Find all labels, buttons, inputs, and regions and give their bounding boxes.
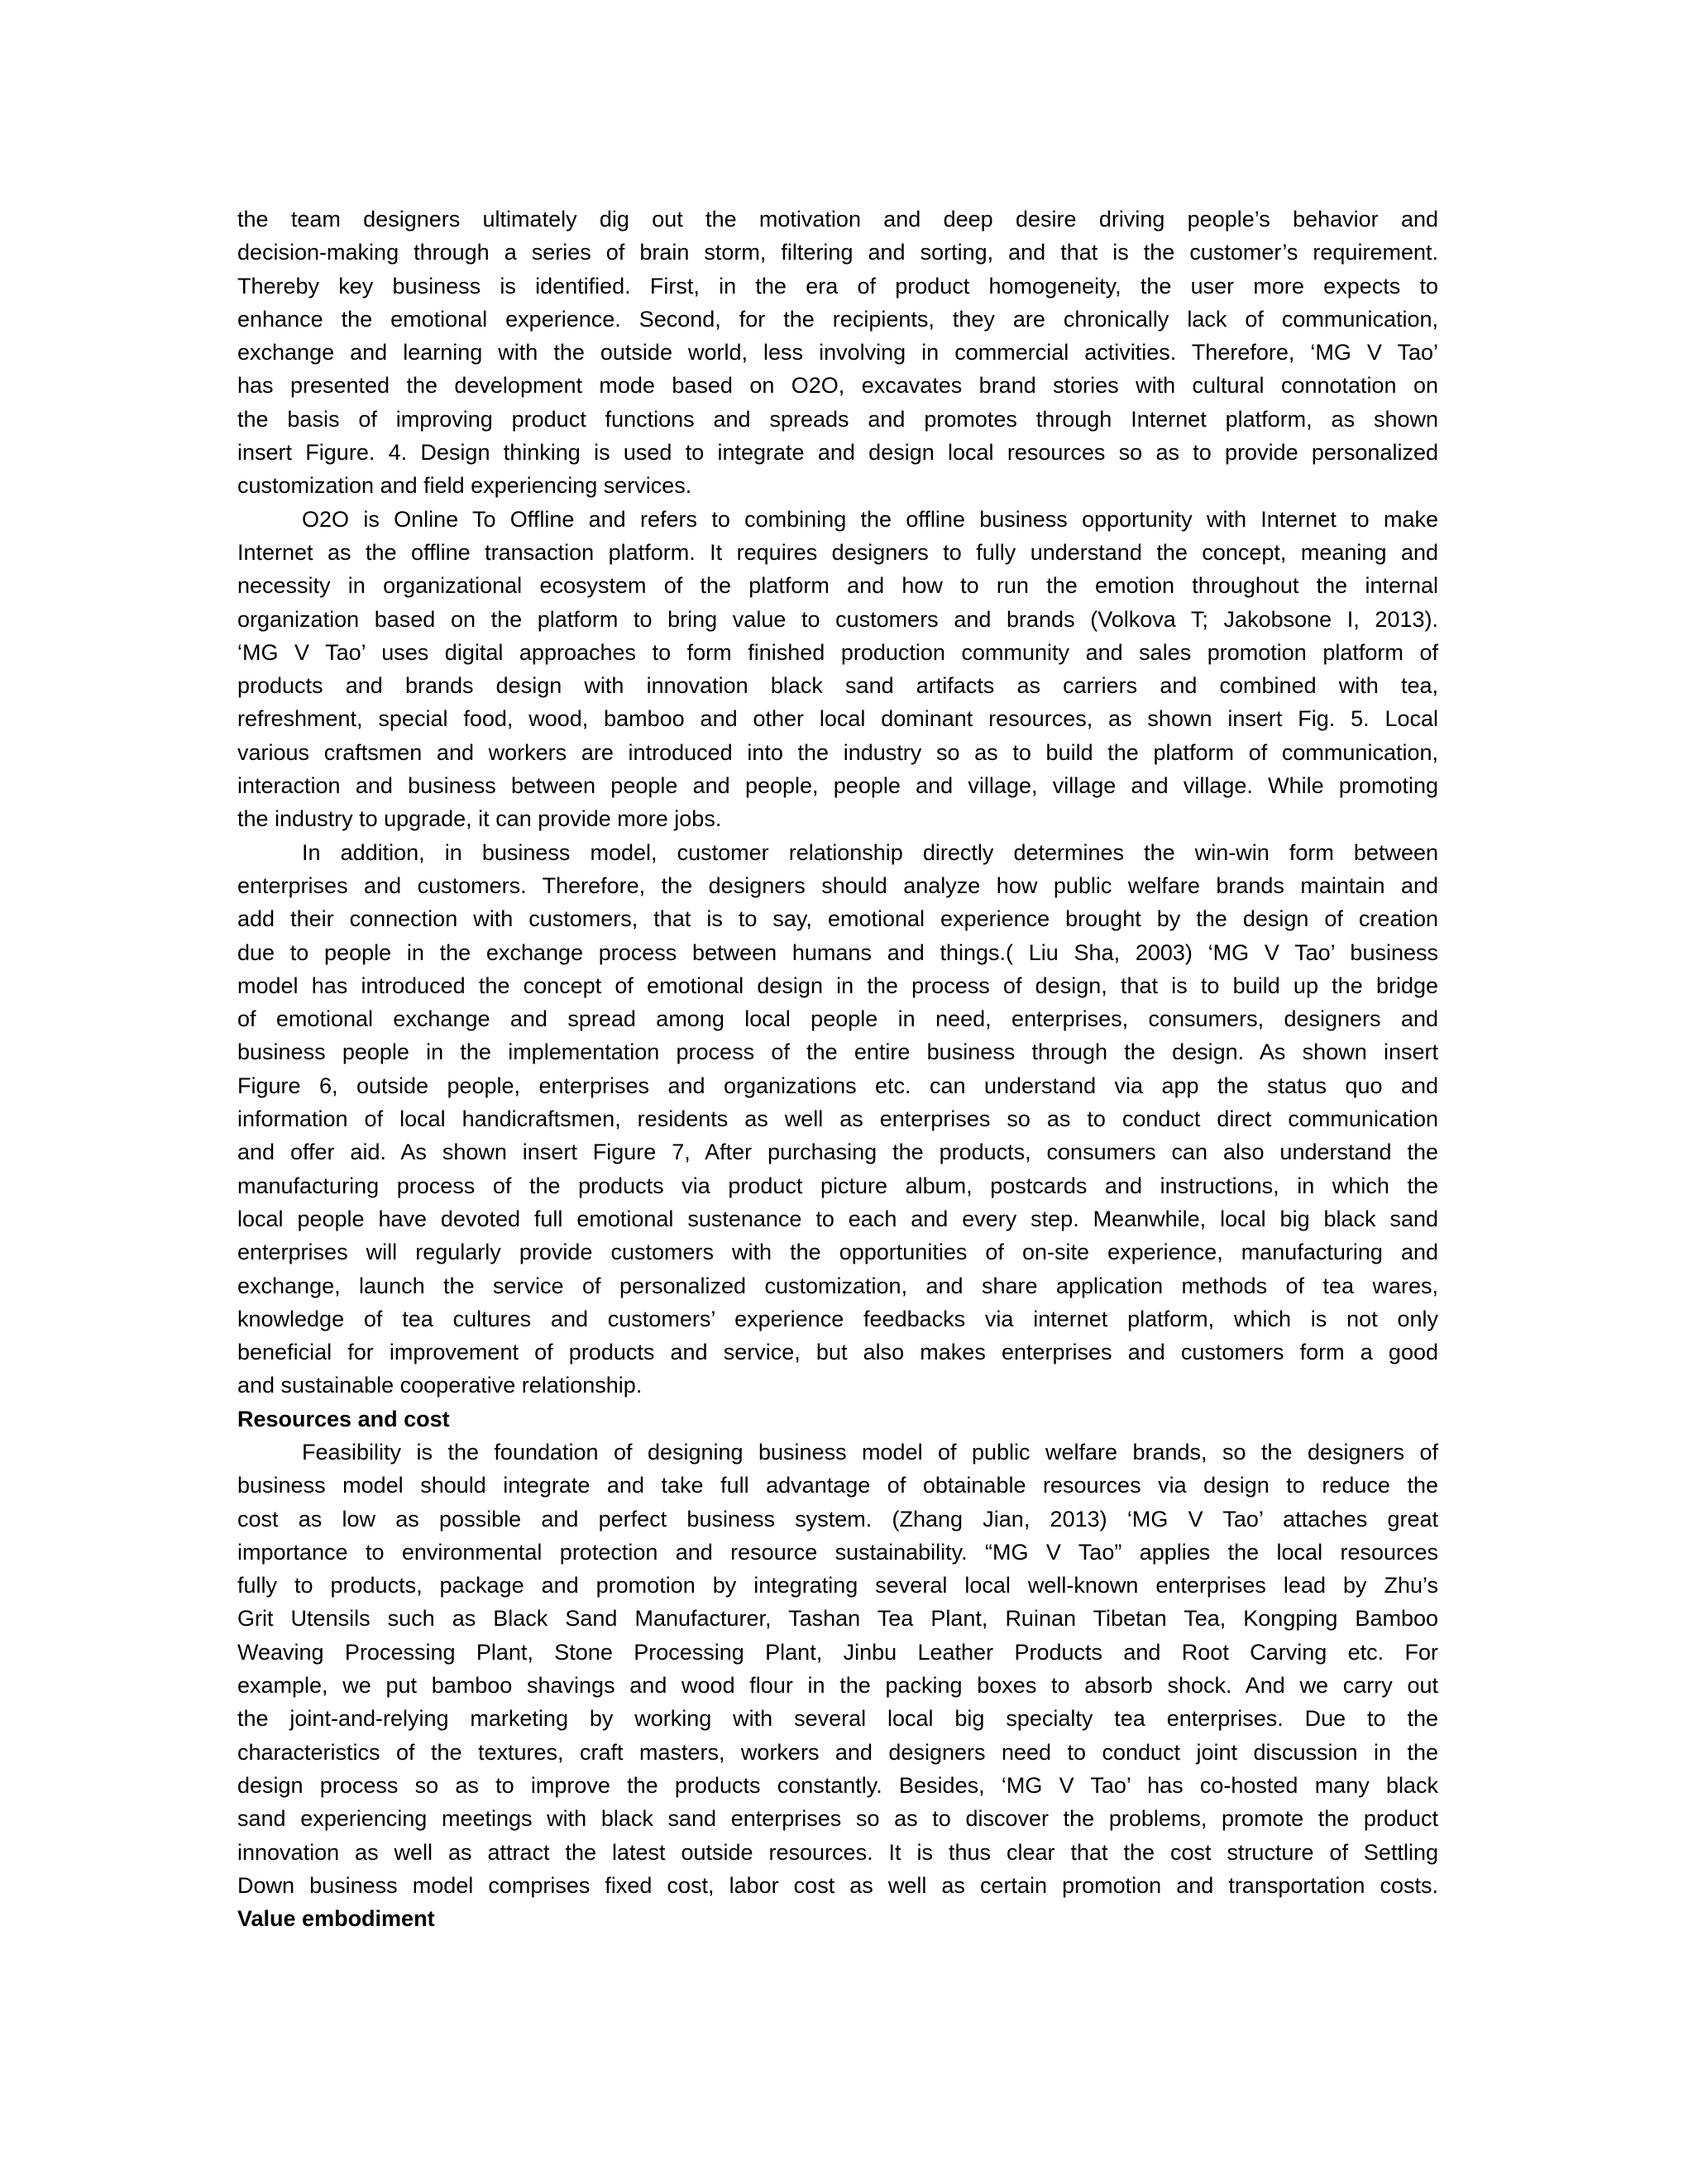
text-line: the basis of improving product functions and spreads and promotes through Internet platform, as shown [237,406,1438,432]
text-line: enhance the emotional experience. Second, for the recipients, they are chronically lack of communication, [237,306,1438,332]
text-line: customization and field experiencing services. [237,473,692,499]
text-line: organization based on the platform to bring value to customers and brands (Volkova T; Jakobsone I, 2013). [237,606,1438,632]
text-line: the industry to upgrade, it can provide more jobs. [237,806,722,832]
text-line: and offer aid. As shown insert Figure 7, After purchasing the products, consumers can also understand the [237,1140,1438,1165]
text-line: Grit Utensils such as Black Sand Manufacturer, Tashan Tea Plant, Ruinan Tibetan Tea, Kongping Bamboo [237,1606,1438,1632]
text-line: characteristics of the textures, craft masters, workers and designers need to conduct joint discussion in the [237,1739,1438,1765]
text-line: knowledge of tea cultures and customers’ experience feedbacks via internet platform, which is not only [237,1306,1438,1331]
text-line: information of local handicraftsmen, residents as well as enterprises so as to conduct direct communication [237,1106,1438,1132]
text-line: Down business model comprises fixed cost, labor cost as well as certain promotion and transportation costs. [237,1872,1438,1898]
text-line: has presented the development mode based on O2O, excavates brand stories with cultural connotation on [237,373,1438,399]
text-line: design process so as to improve the products constantly. Besides, ‘MG V Tao’ has co-hosted many black [237,1772,1438,1798]
text-line: local people have devoted full emotional sustenance to each and every step. Meanwhile, local big black sand [237,1206,1438,1231]
text-line: exchange and learning with the outside world, less involving in commercial activities. Therefore, ‘MG V Tao’ [237,340,1438,366]
text-line: enterprises and customers. Therefore, the designers should analyze how public welfare brands maintain and [237,872,1438,898]
text-line: the joint-and-relying marketing by working with several local big specialty tea enterprises. Due to the [237,1706,1438,1732]
text-line: of emotional exchange and spread among local people in need, enterprises, consumers, designers and [237,1006,1438,1032]
section-heading: Resources and cost [237,1406,450,1431]
text-line: model has introduced the concept of emotional design in the process of design, that is to build up the bridge [237,973,1438,998]
text-line: insert Figure. 4. Design thinking is used to integrate and design local resources so as to provide personalized [237,440,1438,466]
text-line: the team designers ultimately dig out the motivation and deep desire driving people’s behavior and [237,207,1438,232]
text-line: Figure 6, outside people, enterprises and organizations etc. can understand via app the status quo and [237,1073,1438,1098]
text-line: enterprises will regularly provide customers with the opportunities of on-site experience, manufacturing and [237,1240,1438,1265]
text-line: and sustainable cooperative relationship. [237,1373,643,1398]
text-line: business model should integrate and take full advantage of obtainable resources via design to reduce the [237,1473,1438,1498]
text-line: manufacturing process of the products via product picture album, postcards and instructions, in which the [237,1173,1438,1198]
text-line: Thereby key business is identified. First, in the era of product homogeneity, the user more expects to [237,273,1438,299]
section-heading: Value embodiment [237,1906,435,1932]
text-line: Feasibility is the foundation of designing business model of public welfare brands, so the designers of [302,1439,1438,1465]
text-line: importance to environmental protection and resource sustainability. “MG V Tao” applies the local resources [237,1539,1438,1565]
text-line: add their connection with customers, that is to say, emotional experience brought by the design of creation [237,906,1438,932]
text-line: ‘MG V Tao’ uses digital approaches to form finished production community and sales promotion platform of [237,639,1438,665]
text-line: fully to products, package and promotion by integrating several local well-known enterprises lead by Zhu’s [237,1573,1438,1599]
text-line: business people in the implementation process of the entire business through the design. As shown insert [237,1039,1438,1065]
text-line: refreshment, special food, wood, bamboo and other local dominant resources, as shown insert Fig. 5. Local [237,706,1438,732]
text-line: O2O is Online To Offline and refers to combining the offline business opportunity with Internet to make [302,506,1438,532]
text-line: products and brands design with innovation black sand artifacts as carriers and combined with tea, [237,673,1438,699]
text-line: beneficial for improvement of products and service, but also makes enterprises and customers form a good [237,1340,1438,1365]
text-line: innovation as well as attract the latest outside resources. It is thus clear that the cost structure of Settling [237,1839,1438,1865]
text-line: various craftsmen and workers are introduced into the industry so as to build the platform of communication, [237,739,1438,765]
text-line: cost as low as possible and perfect business system. (Zhang Jian, 2013) ‘MG V Tao’ attaches great [237,1506,1438,1532]
text-line: exchange, launch the service of personalized customization, and share application methods of tea wares, [237,1273,1438,1298]
text-line: In addition, in business model, customer relationship directly determines the win-win form between [302,839,1438,865]
text-line: interaction and business between people and people, people and village, village and village. While promoting [237,773,1438,799]
text-line: sand experiencing meetings with black sand enterprises so as to discover the problems, promote the product [237,1806,1438,1832]
text-line: Internet as the offline transaction platform. It requires designers to fully understand the concept, meaning and [237,539,1438,565]
text-line: Weaving Processing Plant, Stone Processing Plant, Jinbu Leather Products and Root Carving etc. For [237,1639,1438,1665]
text-line: necessity in organizational ecosystem of the platform and how to run the emotion throughout the internal [237,573,1438,599]
document-text-column [237,203,1438,1935]
text-line: due to people in the exchange process between humans and things.( Liu Sha, 2003) ‘MG V Tao’ business [237,939,1438,965]
text-line: example, we put bamboo shavings and wood flour in the packing boxes to absorb shock. And we carry out [237,1673,1438,1699]
text-line: decision-making through a series of brain storm, filtering and sorting, and that is the customer’s requirement. [237,240,1438,265]
